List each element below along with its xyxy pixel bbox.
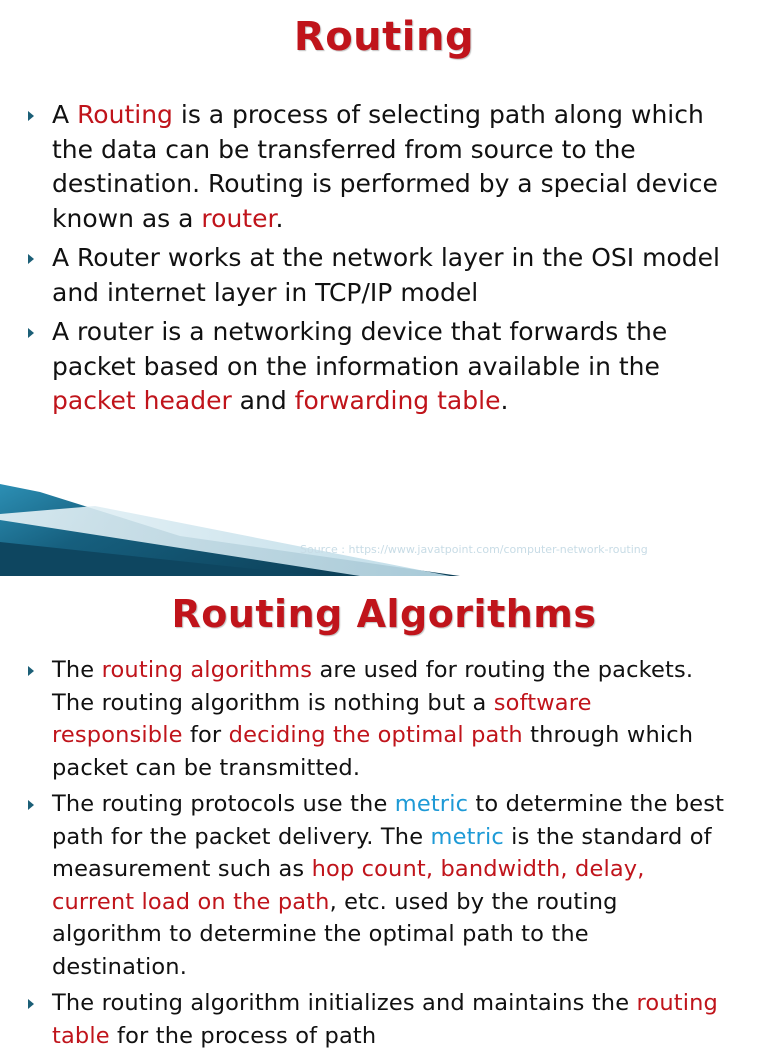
bullet-item bbox=[26, 654, 726, 784]
bullet-text: is a process of selecting path along which the data can be transferred from source to the destination. Routing is performed by a special device known as a bbox=[52, 100, 718, 233]
bullet-text: are used for routing the packets. The routing algorithm is nothing but a bbox=[52, 657, 694, 716]
bullet-text: . bbox=[500, 386, 509, 415]
bullet-item bbox=[26, 241, 726, 310]
triangle-right-bullet-icon bbox=[28, 254, 34, 264]
bullet-item bbox=[26, 315, 726, 419]
highlighted-term: metric bbox=[430, 823, 504, 850]
bullet-text: A Router works at the network layer in the OSI model and internet layer in TCP/IP model bbox=[52, 243, 720, 307]
highlighted-term: routing algorithms bbox=[101, 657, 313, 683]
bullet-text: through which packet can be transmitted. bbox=[52, 722, 694, 781]
bullet-list bbox=[26, 98, 726, 424]
slide-title: Routing Algorithms bbox=[171, 592, 597, 636]
highlighted-term: hop count, bandwidth, delay, current load on the path bbox=[52, 856, 645, 915]
highlighted-term: metric bbox=[394, 791, 469, 817]
highlighted-term: router bbox=[201, 203, 276, 233]
bullet-text: to determine the best path for the packet delivery. The bbox=[52, 791, 725, 850]
triangle-right-bullet-icon bbox=[28, 800, 34, 810]
bullet-text: A router is a networking device that forwards the packet based on the information available in the bbox=[52, 317, 668, 381]
highlighted-term: packet header bbox=[52, 386, 232, 415]
bullet-list bbox=[26, 654, 726, 1056]
bullet-text: , etc. used by the routing algorithm to determine the optimal path to the destination. bbox=[52, 888, 618, 980]
bullet-text: The routing protocols use the bbox=[52, 791, 395, 817]
bullet-item bbox=[26, 987, 726, 1052]
slide-routing-algorithms bbox=[0, 576, 768, 1049]
bullet-item bbox=[26, 788, 726, 983]
bullet-text: and bbox=[231, 386, 295, 415]
highlighted-term: forwarding table bbox=[294, 386, 501, 415]
bullet-text: for the process of path bbox=[109, 1022, 377, 1049]
bullet-item bbox=[26, 98, 726, 236]
bullet-text: A bbox=[52, 100, 78, 129]
bullet-text: for bbox=[182, 722, 229, 748]
slide-title: Routing bbox=[293, 14, 475, 60]
triangle-right-bullet-icon bbox=[28, 999, 34, 1009]
bullet-text: . bbox=[275, 203, 284, 233]
bullet-text: The routing algorithm initializes and maintains the bbox=[52, 990, 637, 1016]
source-citation: Source : https://www.javatpoint.com/computer-network-routing bbox=[300, 543, 648, 556]
highlighted-term: Routing bbox=[77, 100, 173, 129]
highlighted-term: software responsible bbox=[52, 689, 592, 748]
bullet-text: is the standard of measurement such as bbox=[52, 823, 712, 882]
triangle-right-bullet-icon bbox=[28, 111, 34, 121]
triangle-right-bullet-icon bbox=[28, 666, 34, 676]
footer-swoosh-graphic bbox=[0, 484, 768, 576]
triangle-right-bullet-icon bbox=[28, 328, 34, 338]
highlighted-term: routing table bbox=[52, 990, 718, 1049]
bullet-text: The bbox=[52, 657, 102, 683]
highlighted-term: deciding the optimal path bbox=[228, 722, 523, 748]
